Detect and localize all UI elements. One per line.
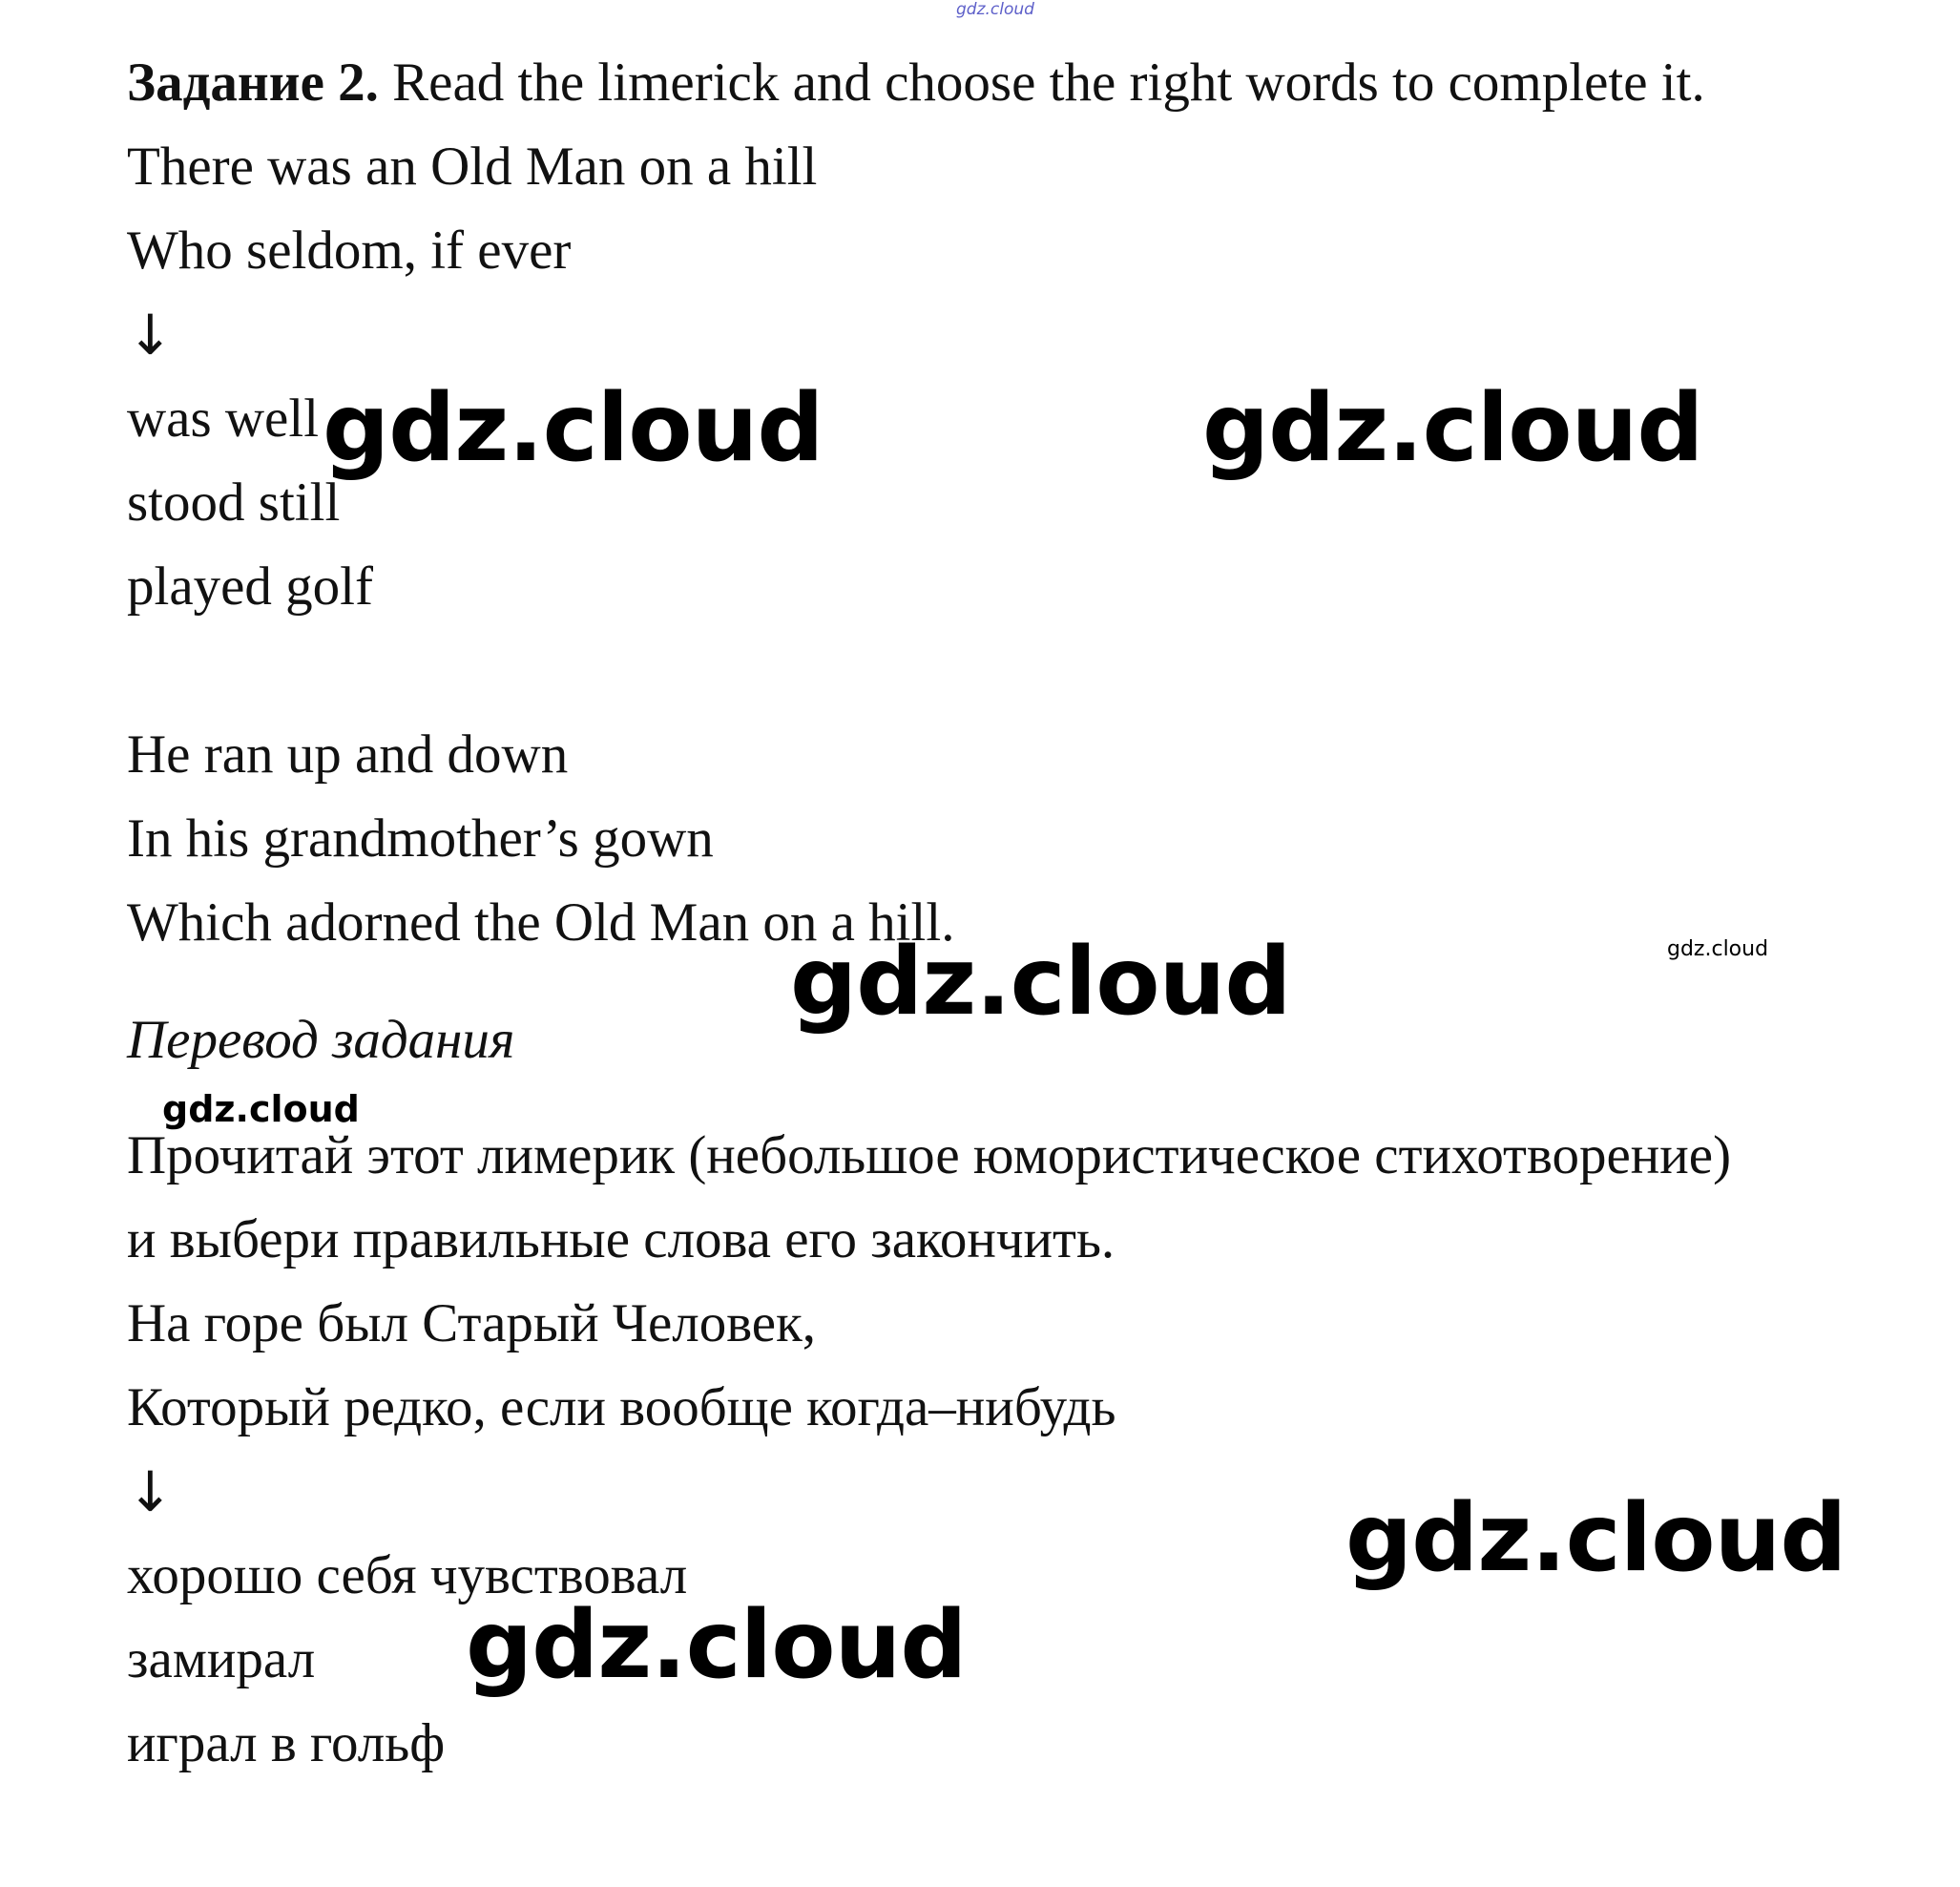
watermark-top: gdz.cloud [956, 0, 1034, 19]
task-label: Задание 2. [127, 52, 379, 113]
down-arrow-icon-2: ↓ [127, 1459, 174, 1524]
poem-line-4: In his grandmother’s gown [127, 808, 714, 869]
translation-instruction-2: и выбери правильные слова его закончить. [127, 1209, 1116, 1269]
task-text: Read the limerick and choose the right words to complete it. [378, 52, 1705, 113]
translation-line-2: Который редко, если вообще когда–нибудь [127, 1377, 1116, 1437]
watermark-6: gdz.cloud [1345, 1484, 1846, 1593]
translation-line-1: На горе был Старый Человек, [127, 1293, 817, 1353]
translation-heading: Перевод задания [127, 1010, 515, 1070]
poem-line-5: Which adorned the Old Man on a hill. [127, 892, 955, 953]
poem-line-3: He ran up and down [127, 724, 569, 785]
watermark-2: gdz.cloud [1202, 374, 1703, 483]
translation-option-2: замирал [127, 1629, 316, 1689]
translation-option-3: играл в гольф [127, 1713, 446, 1773]
watermark-5: gdz.cloud [162, 1088, 360, 1130]
translation-option-1: хорошо себя чувствовал [127, 1545, 688, 1605]
watermark-4: gdz.cloud [790, 928, 1291, 1037]
option-was-well: was well [127, 388, 320, 449]
watermark-1: gdz.cloud [323, 374, 824, 483]
option-played-golf: played golf [127, 556, 374, 617]
option-stood-still: stood still [127, 472, 341, 533]
poem-line-1: There was an Old Man on a hill [127, 136, 818, 197]
task-heading [127, 52, 1705, 113]
down-arrow-icon: ↓ [127, 303, 174, 367]
poem-line-2: Who seldom, if ever [127, 220, 572, 281]
translation-instruction-1: Прочитай этот лимерик (небольшое юмористическое стихотворение) [127, 1125, 1732, 1185]
watermark-7: gdz.cloud [466, 1591, 967, 1700]
watermark-3: gdz.cloud [1667, 937, 1769, 961]
